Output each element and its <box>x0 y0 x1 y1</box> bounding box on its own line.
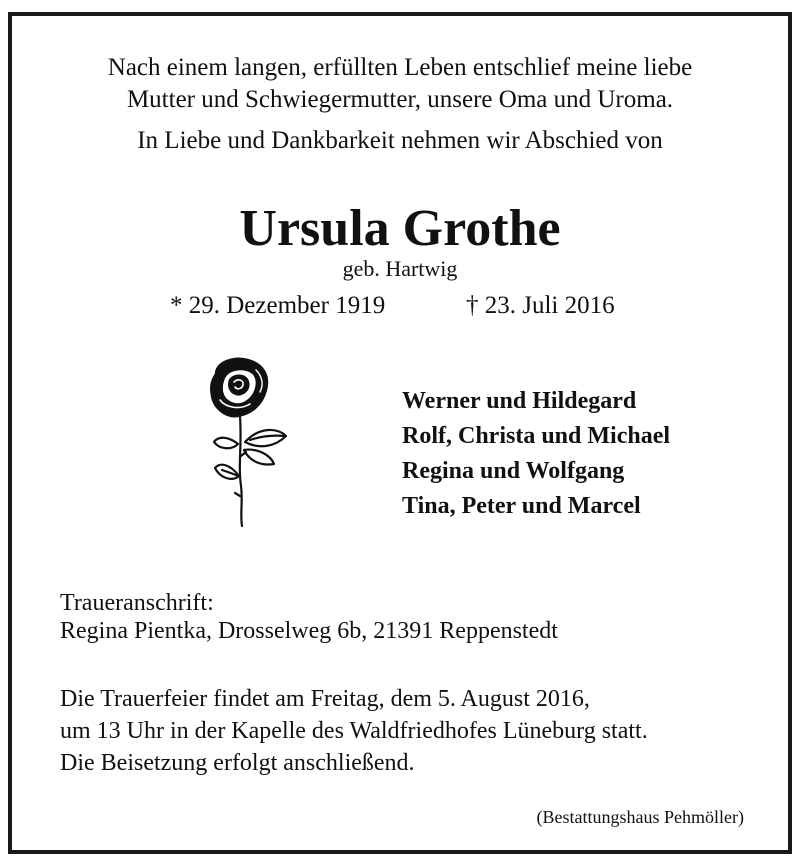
intro-line-2: Mutter und Schwiegermutter, unsere Oma und Uroma. <box>126 86 674 113</box>
undertaker-credit: (Bestattungshaus Pehmöller) <box>536 807 744 827</box>
death-date: † 23. Juli 2016 <box>466 292 615 319</box>
mourner-entry: Tina, Peter und Marcel <box>402 493 641 519</box>
service-line-2: um 13 Uhr in der Kapelle des Waldfriedhofes Lüneburg statt. <box>60 718 648 744</box>
mourners-list <box>402 384 670 524</box>
service-line-3: Die Beisetzung erfolgt anschließend. <box>60 750 415 776</box>
intro-line-3: In Liebe und Dankbarkeit nehmen wir Abschied von <box>137 127 663 154</box>
maiden-name: geb. Hartwig <box>342 256 458 281</box>
mourner-entry: Regina und Wolfgang <box>402 458 625 484</box>
address-value: Regina Pientka, Drosselweg 6b, 21391 Reppenstedt <box>60 618 558 644</box>
mourner-entry: Rolf, Christa und Michael <box>402 423 671 449</box>
address-label: Traueranschrift: <box>60 590 214 616</box>
rose-icon <box>200 356 296 530</box>
birth-date: * 29. Dezember 1919 <box>170 292 386 319</box>
service-line-1: Die Trauerfeier findet am Freitag, dem 5. August 2016, <box>60 686 590 712</box>
mourner-entry: Werner und Hildegard <box>402 388 637 414</box>
deceased-name: Ursula Grothe <box>239 200 561 257</box>
intro-line-1: Nach einem langen, erfüllten Leben entschlief meine liebe <box>107 54 693 81</box>
